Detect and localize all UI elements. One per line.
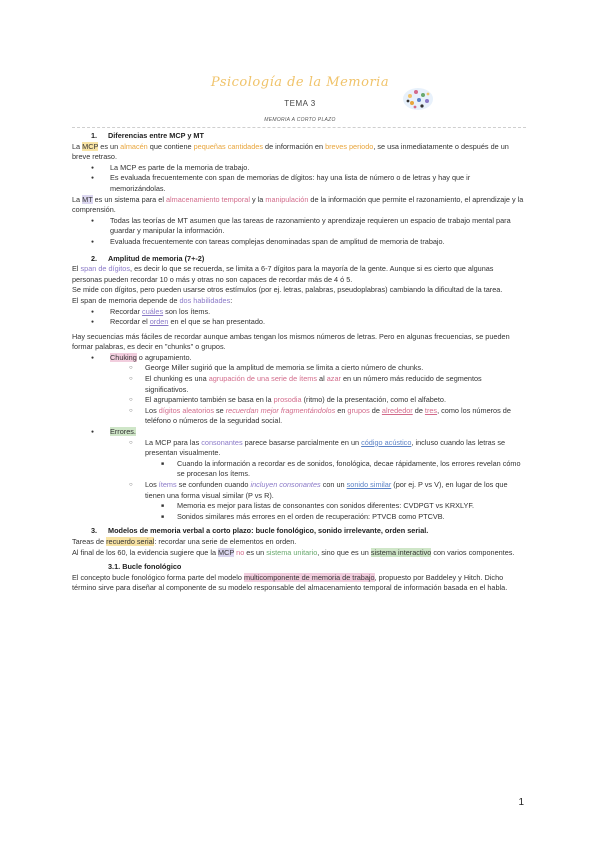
sub-sub-list [161, 459, 524, 480]
bullet-list [91, 307, 524, 328]
document-title: Psicología de la Memoria [210, 75, 390, 90]
paragraph: Hay secuencias más fáciles de recordar aunque ambas tengan los mismos números de letras. Pero en algunas frecuencias, se pueden formar palabras, es decir en "chunks" o grupos. [72, 331, 510, 352]
list-item: ● Todas las teorías de MT asumen que las tareas de razonamiento y aprendizaje requieren un espacio de trabajo mental para guardar y manipular la información. [91, 216, 524, 237]
list-item: ■ Cuando la información a recordar es de sonidos, fonológica, decae rápidamente, los errores revelan cómo se procesan los ítems. [161, 459, 524, 480]
list-item: ■ Memoria es mejor para listas de consonantes con sonidos diferentes: CVDPGT vs KRXLYF. [161, 501, 524, 512]
sub-sub-list [161, 501, 524, 522]
paragraph: La MT es un sistema para el almacenamiento temporal y la manipulación de la información que permite el razonamiento, el aprendizaje y la comprensión. [72, 194, 524, 215]
list-item: ● La MCP es parte de la memoria de trabajo. [91, 163, 524, 174]
list-item: ○ El agrupamiento también se basa en la prosodia (ritmo) de la presentación, como el alfabeto. [129, 395, 524, 406]
list-item: ○ La MCP para las consonantes parece basarse parcialmente en un código acústico, incluso cuando las letras se presentan visualmente. ■ Cuando la información a recordar es de sonidos, fonológica, decae rápidamente, los errores revelan cómo se procesan los ítems. [129, 438, 524, 480]
divider [72, 127, 526, 128]
topic-tag: MEMORIA A CORTO PLAZO [264, 117, 336, 123]
list-item: ■ Sonidos similares más errores en el orden de recuperación: PTVCB como PTCVB. [161, 512, 524, 523]
list-item: ○ Los ítems se confunden cuando incluyen consonantes con un sonido similar (por ej. P vs V), en lugar de los que tienen una forma visual similar (P vs R). ■ Memoria es mejor para listas de consonantes con sonidos diferentes: CVDPGT vs KRXLYF. ■ Sonidos similares más errores en el orden de recuperación: PTVCB como PTCVB. [129, 480, 524, 522]
list-item: ● Recordar el orden en el que se han presentado. [91, 317, 524, 328]
subsection-heading: 3.1. Bucle fonológico [108, 562, 182, 572]
section-heading-2: 2. Amplitud de memoria (7+-2) [91, 253, 205, 263]
list-item: ○ Los dígitos aleatorios se recuerdan mejor fragmentándolos en grupos de alrededor de tres, como los números de teléfono o números de la seguridad social. [129, 406, 524, 427]
document-subtitle: TEMA 3 [284, 99, 316, 108]
bullet-list [91, 216, 524, 248]
paragraph: Se mide con dígitos, pero pueden usarse otros estímulos (por ej. letras, palabras, pseudoplabras) cambiando la dificultad de la tarea. [72, 285, 503, 295]
paragraph: La MCP es un almacén que contiene pequeñas cantidades de información en breves periodo, se usa inmediatamente o después de un breve retraso. [72, 141, 509, 162]
section-heading-3: 3. Modelos de memoria verbal a corto plazo: bucle fonológico, sonido irrelevante, orden serial. [91, 526, 429, 536]
list-item: ○ George Miller sugirió que la amplitud de memoria se limita a cierto número de chunks. [129, 363, 524, 374]
list-item: ● Errores. ○ La MCP para las consonantes parece basarse parcialmente en un código acústico, incluso cuando las letras se presentan visualmente. ■ Cuando la información a recordar es de sonidos, fonológica, decae rápidamente, los errores revelan cómo se procesan los ítems. ○ Los ítems se confunden cuando incluyen consonantes con un sonido similar (por ej. P vs V), en lugar de los que tienen una forma visual similar (P vs R). ■ Memoria es mejor para listas de consonantes con sonidos diferentes: CVDPGT vs KRXLYF. ■ Sonidos similares más errores en el orden de recuperación: PTVCB como PTCVB. [91, 427, 524, 522]
paragraph: Tareas de recuerdo serial: recordar una serie de elementos en orden. [72, 536, 297, 546]
section-heading-1: 1. Diferencias entre MCP y MT [91, 131, 204, 140]
list-item: ● Es evaluada frecuentemente con span de memorias de dígitos: hay una lista de número o de letras y hay que ir memorizándolas. [91, 173, 524, 194]
document-body [72, 131, 524, 594]
bullet-list [91, 163, 524, 195]
sub-list [129, 363, 524, 427]
sub-list [129, 438, 524, 523]
list-item: ○ El chunking es una agrupación de una serie de ítems al azar en un número más reducido de segmentos significativos. [129, 374, 524, 395]
paragraph: Al final de los 60, la evidencia sugiere que la MCP no es un sistema unitario, sino que es un sistema interactivo con varios componentes. [72, 547, 515, 557]
bullet-list [91, 353, 524, 523]
list-item: ● Recordar cuáles son los ítems. [91, 307, 524, 318]
list-item: ● Evaluada frecuentemente con tareas complejas denominadas span de amplitud de memoria de trabajo. [91, 237, 524, 248]
paragraph: El span de dígitos, es decir lo que se recuerda, se limita a 6-7 dígitos para la mayoría de la gente. Aunque si es cierto que algunas personas pueden recordar 10 o más y otras no son capaces de recordar más de 4 ó 5. [72, 264, 494, 284]
paragraph: El concepto bucle fonológico forma parte del modelo multicomponente de memoria de trabajo, propuesto por Baddeley y Hitch. Dicho término sirve para diseñar al componente de su modelo responsable del almacenamiento temporal de información basada en el habla. [72, 572, 508, 593]
list-item: ● Chuking o agrupamiento. ○ George Miller sugirió que la amplitud de memoria se limita a cierto número de chunks. ○ El chunking es una agrupación de una serie de ítems al azar en un número más reducido de segmentos significativos. ○ El agrupamiento también se basa en la prosodia (ritmo) de la presentación, como el alfabeto. ○ Los dígitos aleatorios se recuerdan mejor fragmentándolos en grupos de alrededor de tres, como los números de teléfono o números de la seguridad social. [91, 353, 524, 427]
page-number: 1 [518, 797, 524, 808]
paragraph: El span de memoria depende de dos habilidades: [72, 295, 233, 305]
